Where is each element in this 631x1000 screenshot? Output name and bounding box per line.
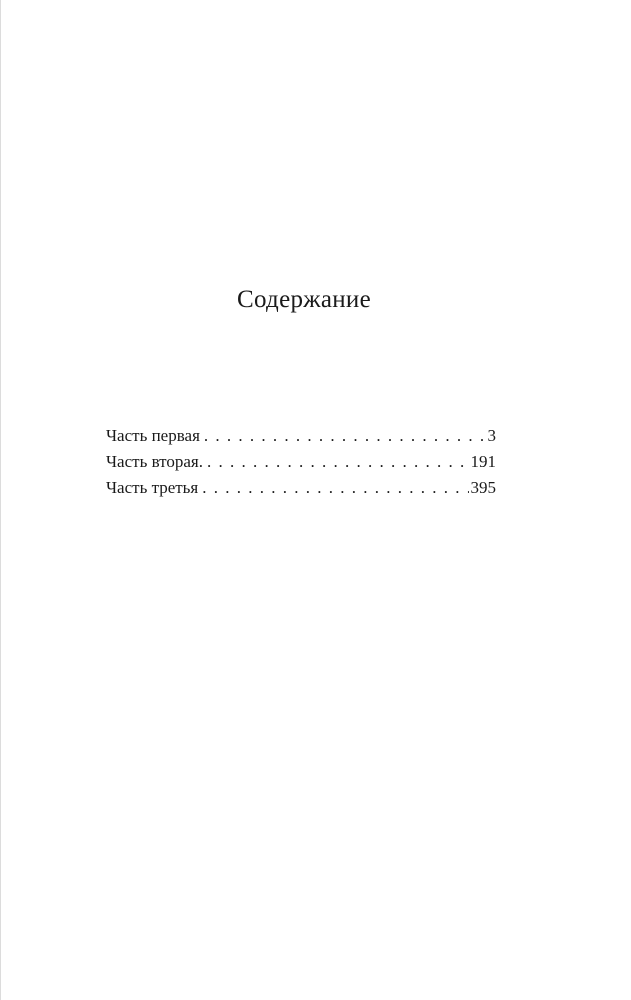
toc-entry-label: Часть первая — [106, 426, 200, 445]
toc-entry-page-number: 191 — [470, 452, 496, 471]
table-of-contents — [106, 423, 496, 501]
page-title: Содержание — [237, 286, 371, 313]
toc-entry-part-three — [106, 475, 496, 501]
toc-entry-page-number: 395 — [470, 478, 496, 497]
dot-leader — [207, 449, 469, 475]
toc-entry-part-one — [106, 423, 496, 449]
toc-entry-page-number: 3 — [487, 426, 496, 445]
dot-leader — [202, 475, 468, 501]
toc-entry-label: Часть вторая. — [106, 452, 203, 471]
dot-leader — [204, 423, 486, 449]
toc-entry-part-two — [106, 449, 496, 475]
toc-entry-label: Часть третья — [106, 478, 199, 497]
